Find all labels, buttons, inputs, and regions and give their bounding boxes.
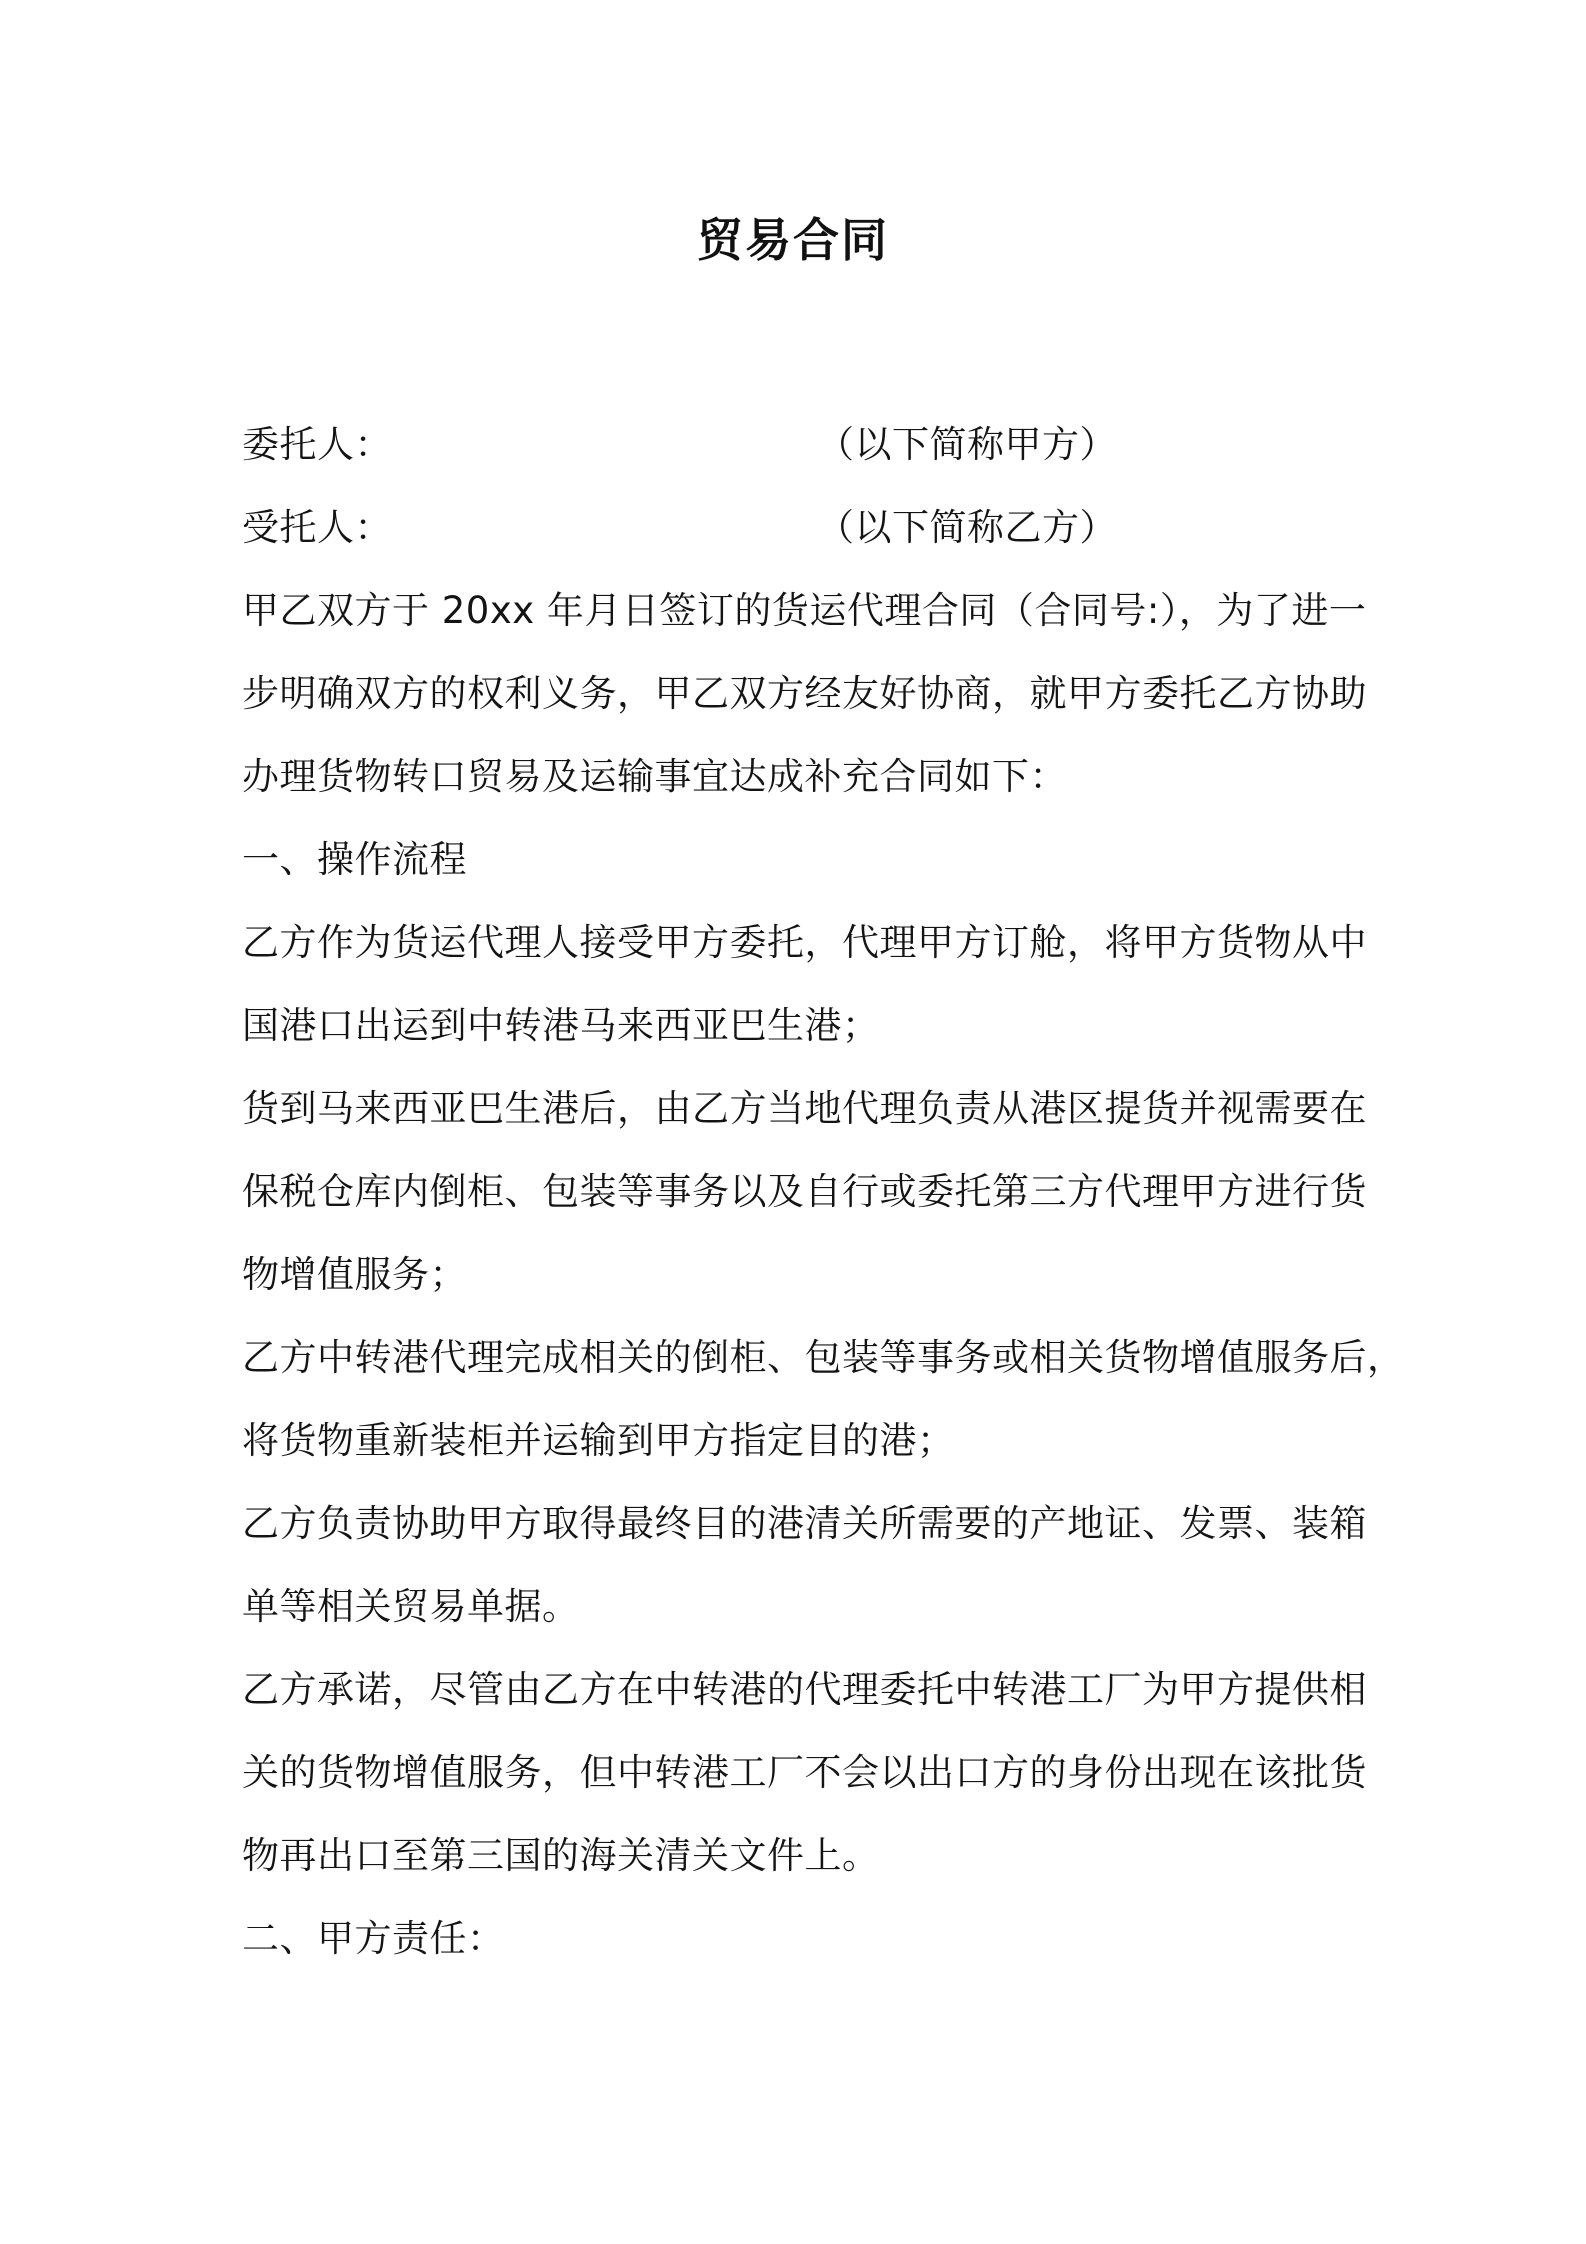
client-line <box>242 403 1372 486</box>
client-note: （以下简称甲方） <box>817 423 1117 466</box>
paragraph-line: 物再出口至第三国的海关清关文件上。 <box>242 1834 880 1877</box>
paragraph-line: 保税仓库内倒柜、包装等事务以及自行或委托第三方代理甲方进行货 <box>242 1170 1367 1213</box>
agent-label: 受托人： <box>242 506 392 549</box>
agent-note: （以下简称乙方） <box>817 506 1117 549</box>
paragraph-line: 办理货物转口贸易及运输事宜达成补充合同如下： <box>242 755 1067 798</box>
paragraph-line: 甲乙双方于 20xx 年月日签订的货运代理合同（合同号:），为了进一 <box>242 589 1367 632</box>
section-heading-party-a-duties: 二、甲方责任： <box>242 1917 505 1960</box>
paragraph-line: 国港口出运到中转港马来西亚巴生港； <box>242 1004 880 1047</box>
paragraph-line: 乙方作为货运代理人接受甲方委托，代理甲方订舱，将甲方货物从中 <box>242 921 1367 964</box>
paragraph-line: 乙方承诺，尽管由乙方在中转港的代理委托中转港工厂为甲方提供相 <box>242 1668 1367 1711</box>
document-body <box>242 403 1405 1980</box>
paragraph-line: 货到马来西亚巴生港后，由乙方当地代理负责从港区提货并视需要在 <box>242 1087 1367 1130</box>
document-title: 贸易合同 <box>697 213 889 267</box>
paragraph-line: 将货物重新装柜并运输到甲方指定目的港； <box>242 1419 955 1462</box>
paragraph-line: 物增值服务； <box>242 1253 467 1296</box>
paragraph-line: 乙方负责协助甲方取得最终目的港清关所需要的产地证、发票、装箱 <box>242 1502 1367 1545</box>
paragraph-line: 乙方中转港代理完成相关的倒柜、包装等事务或相关货物增值服务后， <box>242 1336 1405 1379</box>
paragraph-line: 单等相关贸易单据。 <box>242 1585 580 1628</box>
agent-line <box>242 486 1372 569</box>
paragraph-line: 关的货物增值服务，但中转港工厂不会以出口方的身份出现在该批货 <box>242 1751 1367 1794</box>
client-label: 委托人： <box>242 423 392 466</box>
section-heading-operation-process: 一、操作流程 <box>242 838 467 881</box>
paragraph-line: 步明确双方的权利义务，甲乙双方经友好协商，就甲方委托乙方协助 <box>242 672 1367 715</box>
